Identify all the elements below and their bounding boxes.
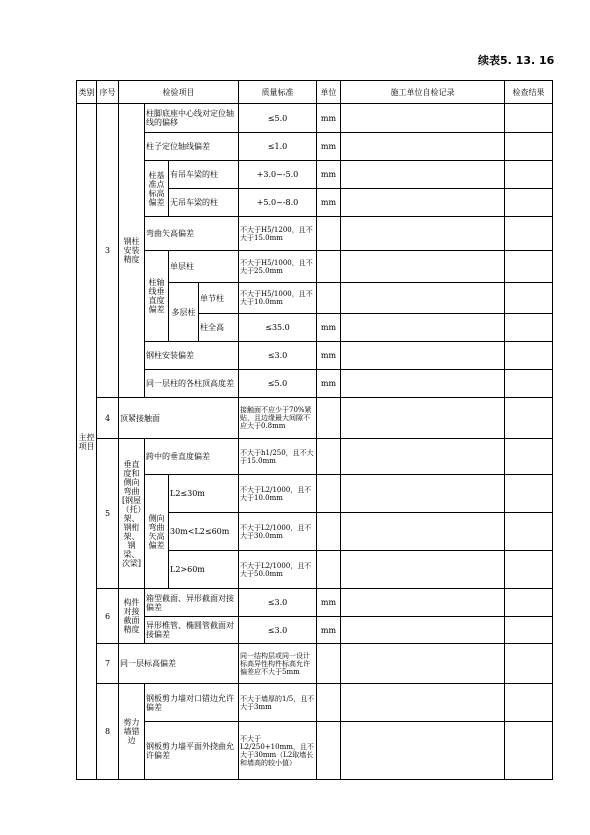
result-cell[interactable] (505, 342, 553, 370)
record-cells[interactable] (341, 314, 505, 342)
seq-3: 3 (97, 104, 119, 398)
result-cell[interactable] (505, 722, 553, 780)
record-cells[interactable] (341, 439, 505, 475)
sec3-r8-std: ≤35.0 (239, 314, 317, 342)
header-record: 施工单位自检记录 (341, 81, 505, 104)
record-cells[interactable] (341, 104, 505, 133)
header-result: 检查结果 (505, 81, 553, 104)
sec3-r4-std: +5.0~-8.0 (239, 189, 317, 217)
sec5-r1-item: 跨中的垂直度偏差 (145, 439, 239, 475)
result-cell[interactable] (505, 398, 553, 439)
sec5-r3-unit (317, 513, 341, 551)
record-cells[interactable] (341, 551, 505, 589)
result-cell[interactable] (505, 644, 553, 684)
record-cells[interactable] (341, 217, 505, 251)
record-cells[interactable] (341, 161, 505, 189)
sec5-r4-std: 不大于L2/1000，且不大于50.0mm (239, 551, 317, 589)
result-cell[interactable] (505, 617, 553, 644)
sec7-std: 同一结构层或同一设计标高异性构件标高允许偏差应不大于5mm (239, 644, 317, 684)
sec3-r9-std: ≤3.0 (239, 342, 317, 370)
header-item: 检验项目 (119, 81, 239, 104)
record-cells[interactable] (341, 189, 505, 217)
record-cells[interactable] (341, 475, 505, 513)
sec3-r1-item: 柱脚底座中心线对定位轴线的偏移 (145, 104, 239, 133)
sec3-r9-unit: mm (317, 342, 341, 370)
sec3-r2-std: ≤1.0 (239, 133, 317, 161)
sec8-r2-item: 钢板剪力墙平面外挠曲允许偏差 (145, 722, 239, 780)
sec3-r1-std: ≤5.0 (239, 104, 317, 133)
sec3-r6-unit (317, 251, 341, 283)
sec5-r3-item: 30m<L2≤60m (169, 513, 239, 551)
record-cells[interactable] (341, 684, 505, 722)
seq-5: 5 (97, 439, 119, 589)
sec6-r1-unit: mm (317, 589, 341, 617)
sec3-r5-std: 不大于H5/1200，且不大于15.0mm (239, 217, 317, 251)
sec3-elev-group: 柱基准点标高偏差 (145, 161, 169, 217)
category-main-control: 主控项目 (77, 104, 97, 780)
sec3-r10-unit: mm (317, 370, 341, 398)
sec5-r2-item: L2≤30m (169, 475, 239, 513)
result-cell[interactable] (505, 217, 553, 251)
sec3-r7-item: 单节柱 (199, 283, 239, 314)
sec3-r9-item: 钢柱安装偏差 (145, 342, 239, 370)
header-standard: 质量标准 (239, 81, 317, 104)
record-cells[interactable] (341, 617, 505, 644)
sec5-r2-unit (317, 475, 341, 513)
sec8-name: 剪力墙错边 (119, 684, 145, 780)
record-cells[interactable] (341, 513, 505, 551)
sec5-r4-unit (317, 551, 341, 589)
record-cells[interactable] (341, 251, 505, 283)
sec3-r6-std: 不大于H5/1000，且不大于25.0mm (239, 251, 317, 283)
sec6-name: 构件对接截面精度 (119, 589, 145, 644)
sec6-r1-std: ≤3.0 (239, 589, 317, 617)
result-cell[interactable] (505, 314, 553, 342)
sec5-r1-std: 不大于h1/250，且不大于15.0mm (239, 439, 317, 475)
result-cell[interactable] (505, 104, 553, 133)
result-cell[interactable] (505, 189, 553, 217)
sec5-name: 垂直度和侧向弯曲[钢屋（托）架、钢桁架、钢梁、次梁] (119, 439, 145, 589)
sec3-name: 钢柱安装精度 (119, 104, 145, 398)
header-category: 类别 (77, 81, 97, 104)
sec8-r1-unit (317, 684, 341, 722)
record-cells[interactable] (341, 398, 505, 439)
result-cell[interactable] (505, 439, 553, 475)
sec7-item: 同一层标高偏差 (119, 644, 239, 684)
sec3-r7-unit (317, 283, 341, 314)
sec3-r8-item: 柱全高 (199, 314, 239, 342)
sec6-r2-item: 异形椎管、椭圆管截面对接偏差 (145, 617, 239, 644)
result-cell[interactable] (505, 513, 553, 551)
sec3-r3-unit: mm (317, 161, 341, 189)
sec3-r1-unit: mm (317, 104, 341, 133)
sec8-r1-item: 钢板剪力墙对口错边允许偏差 (145, 684, 239, 722)
record-cells[interactable] (341, 342, 505, 370)
inspection-table (76, 80, 553, 780)
sec6-r2-std: ≤3.0 (239, 617, 317, 644)
header-seq: 序号 (97, 81, 119, 104)
sec3-r5-item: 弯曲矢高偏差 (145, 217, 239, 251)
record-cells[interactable] (341, 133, 505, 161)
sec6-r2-unit: mm (317, 617, 341, 644)
sec3-r4-item: 无吊车梁的柱 (169, 189, 239, 217)
result-cell[interactable] (505, 551, 553, 589)
sec3-r3-item: 有吊车梁的柱 (169, 161, 239, 189)
sec3-r5-unit (317, 217, 341, 251)
result-cell[interactable] (505, 684, 553, 722)
sec3-r10-item: 同一层柱的各柱顶高度差 (145, 370, 239, 398)
table-caption: 续表5. 13. 16 (478, 54, 555, 67)
header-row (77, 81, 553, 104)
seq-7: 7 (97, 644, 119, 684)
seq-8: 8 (97, 684, 119, 780)
sec3-multi: 多层柱 (169, 283, 199, 342)
result-cell[interactable] (505, 133, 553, 161)
result-cell[interactable] (505, 251, 553, 283)
header-unit: 单位 (317, 81, 341, 104)
sec6-r1-item: 箱型截面、异形截面对接偏差 (145, 589, 239, 617)
sec5-r1-unit (317, 439, 341, 475)
sec7-unit (317, 644, 341, 684)
seq-6: 6 (97, 589, 119, 644)
sec4-std: 接触面不应少于70%紧贴，且边缘最大间隙不应大于0.8mm (239, 398, 317, 439)
sec8-r2-std: 不大于L2/250+10mm，且不大于30mm（L2取墙长和墙高的较小值） (239, 722, 317, 780)
result-cell[interactable] (505, 161, 553, 189)
sec5-r4-item: L2>60m (169, 551, 239, 589)
sec5-r2-std: 不大于L2/1000，且不大于10.0mm (239, 475, 317, 513)
sec3-r2-item: 柱子定位轴线偏差 (145, 133, 239, 161)
record-cells[interactable] (341, 283, 505, 314)
seq-4: 4 (97, 398, 119, 439)
sec3-r2-unit: mm (317, 133, 341, 161)
record-cells[interactable] (341, 370, 505, 398)
sec8-r2-unit (317, 722, 341, 780)
sec3-vert-group: 柱轴线垂直度偏差 (145, 251, 169, 342)
sec3-r6-item: 单层柱 (169, 251, 239, 283)
sec5-bend-group: 侧向弯曲矢高偏差 (145, 475, 169, 589)
sec3-r4-unit: mm (317, 189, 341, 217)
result-cell[interactable] (505, 283, 553, 314)
sec8-r1-std: 不大于墙厚的1/5，且不大于3mm (239, 684, 317, 722)
result-cell[interactable] (505, 370, 553, 398)
record-cells[interactable] (341, 722, 505, 780)
sec5-r3-std: 不大于L2/1000，且不大于30.0mm (239, 513, 317, 551)
sec3-r8-unit: mm (317, 314, 341, 342)
sec3-r3-std: +3.0~-5.0 (239, 161, 317, 189)
sec4-item: 顶紧接触面 (119, 398, 239, 439)
result-cell[interactable] (505, 475, 553, 513)
sec4-unit (317, 398, 341, 439)
result-cell[interactable] (505, 589, 553, 617)
record-cells[interactable] (341, 644, 505, 684)
record-cells[interactable] (341, 589, 505, 617)
sec3-r10-std: ≤5.0 (239, 370, 317, 398)
sec3-r7-std: 不大于H5/1000，且不大于10.0mm (239, 283, 317, 314)
